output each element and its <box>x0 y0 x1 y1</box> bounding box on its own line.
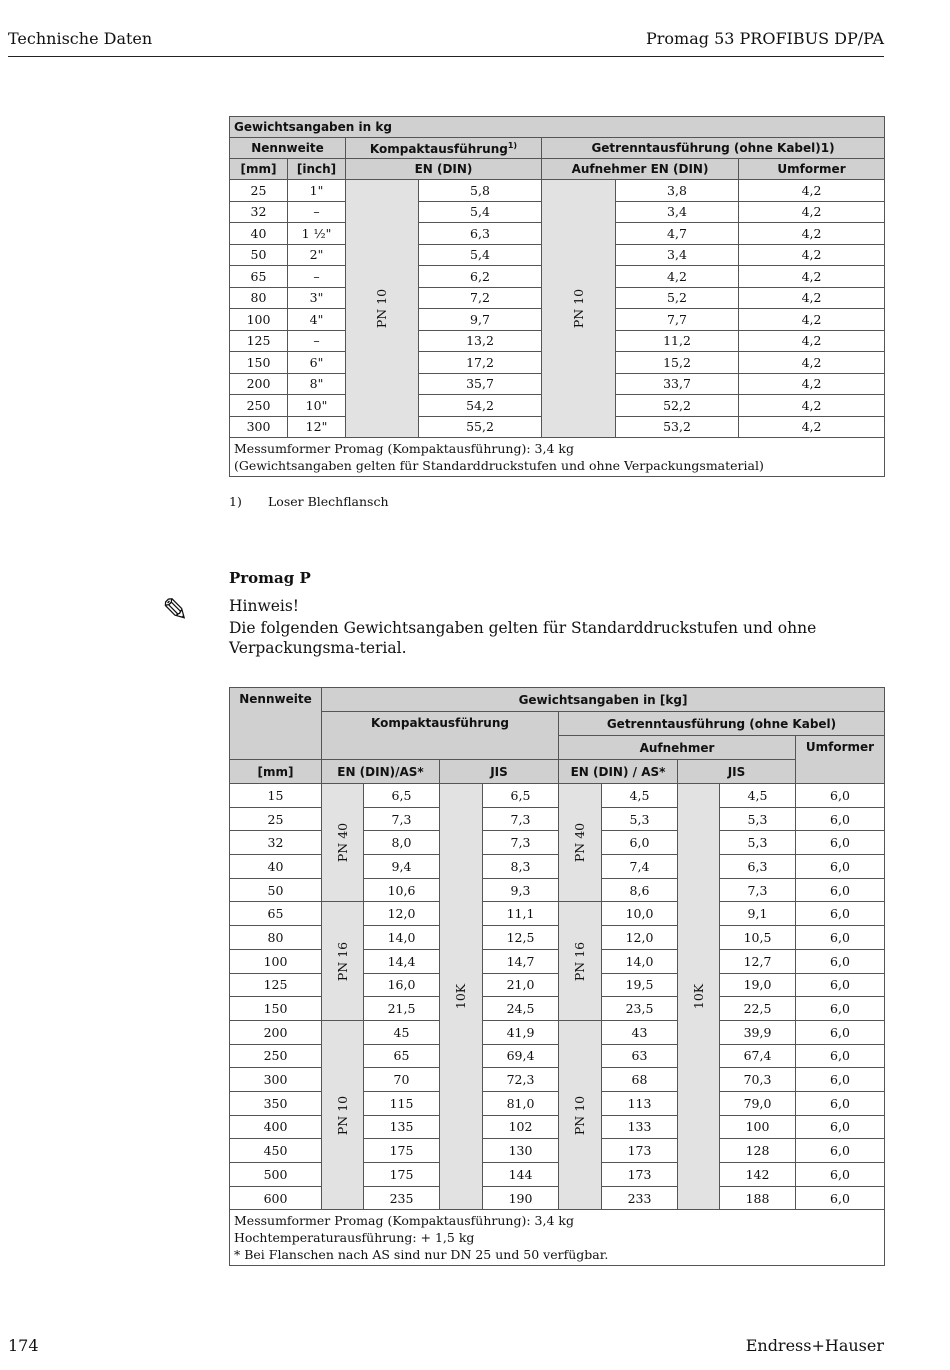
cell-transmitter-weight: 6,0 <box>796 784 885 808</box>
cell-compact-en-weight: 235 <box>364 1186 440 1210</box>
cell-sensor-weight: 3,8 <box>616 180 739 202</box>
section-title: Promag P <box>229 569 311 587</box>
cell-compact-weight: 7,2 <box>419 287 542 309</box>
cell-remote-en-weight: 12,0 <box>602 926 678 950</box>
cell-transmitter-weight: 6,0 <box>796 831 885 855</box>
cell-compact-en-weight: 45 <box>364 1020 440 1044</box>
cell-compact-weight: 17,2 <box>419 352 542 374</box>
table-note-row <box>230 438 885 477</box>
cell-transmitter-weight: 6,0 <box>796 855 885 879</box>
cell-sensor-weight: 11,2 <box>616 330 739 352</box>
cell-remote-jis-weight: 22,5 <box>720 997 796 1021</box>
cell-mm: 250 <box>230 1044 322 1068</box>
table2-header-compact: Kompaktausführung <box>322 712 559 760</box>
cell-remote-jis-weight: 4,5 <box>720 784 796 808</box>
cell-inch: 4" <box>288 309 346 331</box>
cell-inch: – <box>288 330 346 352</box>
cell-compact-jis-weight: 41,9 <box>483 1020 559 1044</box>
table2-header-weights: Gewichtsangaben in [kg] <box>322 688 885 712</box>
table1-header-mm: [mm] <box>230 159 288 180</box>
cell-compact-en-weight: 21,5 <box>364 997 440 1021</box>
cell-compact-jis-weight: 7,3 <box>483 831 559 855</box>
cell-mm: 80 <box>230 926 322 950</box>
cell-compact-jis-weight: 130 <box>483 1139 559 1163</box>
table1-note <box>230 438 885 477</box>
cell-sensor-weight: 7,7 <box>616 309 739 331</box>
cell-remote-jis-weight: 100 <box>720 1115 796 1139</box>
cell-transmitter-weight: 4,2 <box>739 201 885 223</box>
cell-mm: 150 <box>230 997 322 1021</box>
table1-header-nominal: Nennweite <box>230 138 346 159</box>
cell-compact-en-weight: 7,3 <box>364 807 440 831</box>
cell-remote-en-weight: 233 <box>602 1186 678 1210</box>
cell-mm: 32 <box>230 201 288 223</box>
cell-mm: 50 <box>230 244 288 266</box>
cell-compact-weight: 35,7 <box>419 373 542 395</box>
cell-compact-en-weight: 115 <box>364 1091 440 1115</box>
cell-mm: 300 <box>230 1068 322 1092</box>
cell-mm: 40 <box>230 855 322 879</box>
cell-compact-jis-weight: 9,3 <box>483 878 559 902</box>
cell-compact-weight: 54,2 <box>419 395 542 417</box>
pressure-class-pn40-compact <box>322 784 364 902</box>
cell-transmitter-weight: 6,0 <box>796 1139 885 1163</box>
cell-transmitter-weight: 6,0 <box>796 1186 885 1210</box>
cell-transmitter-weight: 6,0 <box>796 902 885 926</box>
table2-header-en-as-remote: EN (DIN) / AS* <box>559 760 678 784</box>
cell-compact-en-weight: 14,0 <box>364 926 440 950</box>
cell-sensor-weight: 3,4 <box>616 201 739 223</box>
cell-remote-jis-weight: 79,0 <box>720 1091 796 1115</box>
cell-remote-jis-weight: 7,3 <box>720 878 796 902</box>
cell-mm: 500 <box>230 1163 322 1187</box>
cell-transmitter-weight: 6,0 <box>796 1115 885 1139</box>
cell-compact-en-weight: 10,6 <box>364 878 440 902</box>
cell-transmitter-weight: 6,0 <box>796 926 885 950</box>
table2-note-line3: * Bei Flanschen nach AS sind nur DN 25 und 50 verfügbar. <box>234 1247 609 1263</box>
cell-remote-en-weight: 7,4 <box>602 855 678 879</box>
cell-compact-jis-weight: 190 <box>483 1186 559 1210</box>
cell-compact-en-weight: 135 <box>364 1115 440 1139</box>
cell-transmitter-weight: 6,0 <box>796 1020 885 1044</box>
cell-inch: 3" <box>288 287 346 309</box>
cell-sensor-weight: 4,7 <box>616 223 739 245</box>
table1-note-line1: Messumformer Promag (Kompaktausführung): 3,4 kg <box>234 441 574 456</box>
pressure-class-pn16-compact-label: PN 16 <box>334 941 350 981</box>
footnote-number: 1) <box>229 494 242 509</box>
cell-compact-en-weight: 9,4 <box>364 855 440 879</box>
cell-remote-jis-weight: 12,7 <box>720 949 796 973</box>
pressure-class-10k-compact-label: 10K <box>453 984 469 1010</box>
cell-transmitter-weight: 6,0 <box>796 949 885 973</box>
cell-mm: 600 <box>230 1186 322 1210</box>
cell-transmitter-weight: 4,2 <box>739 180 885 202</box>
cell-compact-en-weight: 65 <box>364 1044 440 1068</box>
table1-header-remote: Getrenntausführung (ohne Kabel)1) <box>542 138 885 159</box>
cell-remote-en-weight: 6,0 <box>602 831 678 855</box>
cell-inch: 6" <box>288 352 346 374</box>
cell-remote-jis-weight: 128 <box>720 1139 796 1163</box>
table2-header-en-as: EN (DIN)/AS* <box>322 760 440 784</box>
table2-header-mm: [mm] <box>230 760 322 784</box>
cell-compact-en-weight: 175 <box>364 1163 440 1187</box>
cell-compact-en-weight: 175 <box>364 1139 440 1163</box>
note-text: Die folgenden Gewichtsangaben gelten für Standarddruckstufen und ohne Verpackungsma-terial. <box>229 619 817 657</box>
cell-remote-jis-weight: 188 <box>720 1186 796 1210</box>
cell-compact-jis-weight: 102 <box>483 1115 559 1139</box>
table1-header-en: EN (DIN) <box>346 159 542 180</box>
table1-header-compact: Kompaktausführung$^{1)}$ <box>346 138 542 159</box>
cell-mm: 25 <box>230 180 288 202</box>
cell-compact-jis-weight: 72,3 <box>483 1068 559 1092</box>
cell-transmitter-weight: 4,2 <box>739 330 885 352</box>
cell-remote-jis-weight: 142 <box>720 1163 796 1187</box>
table1-note-line2: (Gewichtsangaben gelten für Standarddruckstufen und ohne Verpackungsmaterial) <box>234 458 764 473</box>
cell-compact-en-weight: 8,0 <box>364 831 440 855</box>
pressure-class-10k-compact <box>440 784 483 1210</box>
cell-sensor-weight: 15,2 <box>616 352 739 374</box>
cell-transmitter-weight: 6,0 <box>796 807 885 831</box>
pressure-class-remote-label: PN 10 <box>570 288 586 329</box>
pressure-class-pn40-remote-label: PN 40 <box>572 823 588 863</box>
table2-header-transmitter: Umformer <box>796 736 885 784</box>
cell-transmitter-weight: 4,2 <box>739 352 885 374</box>
note-title: Hinweis! <box>229 597 300 615</box>
cell-transmitter-weight: 6,0 <box>796 878 885 902</box>
cell-sensor-weight: 4,2 <box>616 266 739 288</box>
cell-remote-en-weight: 113 <box>602 1091 678 1115</box>
cell-mm: 65 <box>230 902 322 926</box>
cell-remote-en-weight: 14,0 <box>602 949 678 973</box>
cell-remote-en-weight: 10,0 <box>602 902 678 926</box>
pressure-class-10k-remote-label: 10K <box>691 984 706 1010</box>
cell-mm: 300 <box>230 416 288 438</box>
cell-remote-jis-weight: 5,3 <box>720 831 796 855</box>
cell-remote-en-weight: 43 <box>602 1020 678 1044</box>
cell-mm: 200 <box>230 1020 322 1044</box>
cell-mm: 250 <box>230 395 288 417</box>
cell-compact-en-weight: 14,4 <box>364 949 440 973</box>
cell-compact-jis-weight: 21,0 <box>483 973 559 997</box>
header-product-title: Promag 53 PROFIBUS DP/PA <box>645 29 884 48</box>
cell-remote-en-weight: 68 <box>602 1068 678 1092</box>
cell-compact-jis-weight: 6,5 <box>483 784 559 808</box>
cell-compact-jis-weight: 8,3 <box>483 855 559 879</box>
pressure-class-pn10-remote-label: PN 10 <box>572 1095 588 1135</box>
header-rule <box>8 56 884 57</box>
pressure-class-pn10-compact <box>322 1020 364 1210</box>
cell-sensor-weight: 3,4 <box>616 244 739 266</box>
cell-transmitter-weight: 4,2 <box>739 287 885 309</box>
cell-compact-jis-weight: 12,5 <box>483 926 559 950</box>
table-note-row <box>230 1210 885 1266</box>
footnote-text: Loser Blechflansch <box>268 494 389 509</box>
weight-table-1 <box>229 116 885 477</box>
cell-transmitter-weight: 4,2 <box>739 266 885 288</box>
pressure-class-10k-remote <box>678 784 720 1210</box>
cell-remote-jis-weight: 5,3 <box>720 807 796 831</box>
table1-header-sensor: Aufnehmer EN (DIN) <box>542 159 739 180</box>
cell-transmitter-weight: 4,2 <box>739 395 885 417</box>
cell-compact-en-weight: 12,0 <box>364 902 440 926</box>
cell-compact-en-weight: 70 <box>364 1068 440 1092</box>
cell-compact-jis-weight: 24,5 <box>483 997 559 1021</box>
cell-remote-jis-weight: 10,5 <box>720 926 796 950</box>
pressure-class-compact <box>346 180 419 438</box>
cell-compact-weight: 6,3 <box>419 223 542 245</box>
cell-remote-jis-weight: 70,3 <box>720 1068 796 1092</box>
cell-inch: 10" <box>288 395 346 417</box>
cell-compact-jis-weight: 14,7 <box>483 949 559 973</box>
cell-mm: 40 <box>230 223 288 245</box>
pressure-class-pn10-remote <box>559 1020 602 1210</box>
footer-brand: Endress+Hauser <box>745 1336 884 1355</box>
cell-compact-jis-weight: 81,0 <box>483 1091 559 1115</box>
pressure-class-pn40-remote <box>559 784 602 902</box>
cell-compact-jis-weight: 7,3 <box>483 807 559 831</box>
cell-transmitter-weight: 6,0 <box>796 973 885 997</box>
cell-inch: 12" <box>288 416 346 438</box>
cell-remote-en-weight: 8,6 <box>602 878 678 902</box>
cell-transmitter-weight: 6,0 <box>796 1163 885 1187</box>
cell-compact-weight: 5,8 <box>419 180 542 202</box>
cell-inch: 8" <box>288 373 346 395</box>
cell-mm: 200 <box>230 373 288 395</box>
cell-remote-jis-weight: 19,0 <box>720 973 796 997</box>
table-row <box>230 784 885 808</box>
cell-inch: 1 ½" <box>288 223 346 245</box>
cell-compact-en-weight: 6,5 <box>364 784 440 808</box>
cell-transmitter-weight: 6,0 <box>796 1068 885 1092</box>
cell-mm: 125 <box>230 973 322 997</box>
cell-remote-en-weight: 63 <box>602 1044 678 1068</box>
cell-inch: – <box>288 201 346 223</box>
cell-compact-weight: 5,4 <box>419 244 542 266</box>
cell-compact-jis-weight: 69,4 <box>483 1044 559 1068</box>
cell-compact-weight: 13,2 <box>419 330 542 352</box>
cell-transmitter-weight: 6,0 <box>796 1091 885 1115</box>
cell-transmitter-weight: 6,0 <box>796 997 885 1021</box>
cell-compact-weight: 55,2 <box>419 416 542 438</box>
table1-header-inch: [inch] <box>288 159 346 180</box>
cell-mm: 65 <box>230 266 288 288</box>
cell-compact-en-weight: 16,0 <box>364 973 440 997</box>
cell-mm: 80 <box>230 287 288 309</box>
cell-mm: 400 <box>230 1115 322 1139</box>
cell-inch: – <box>288 266 346 288</box>
cell-remote-en-weight: 173 <box>602 1139 678 1163</box>
cell-transmitter-weight: 4,2 <box>739 373 885 395</box>
table-row <box>230 180 885 202</box>
pressure-class-pn16-remote-label: PN 16 <box>572 941 588 981</box>
cell-transmitter-weight: 4,2 <box>739 416 885 438</box>
cell-remote-en-weight: 4,5 <box>602 784 678 808</box>
table2-note-line1: Messumformer Promag (Kompaktausführung): 3,4 kg <box>234 1213 574 1229</box>
cell-remote-en-weight: 173 <box>602 1163 678 1187</box>
cell-transmitter-weight: 6,0 <box>796 1044 885 1068</box>
table1-header-transmitter: Umformer <box>739 159 885 180</box>
pencil-icon: ✎ <box>162 591 189 629</box>
header-section-title: Technische Daten <box>8 29 153 48</box>
cell-inch: 2" <box>288 244 346 266</box>
pressure-class-pn10-compact-label: PN 10 <box>334 1095 350 1135</box>
cell-mm: 15 <box>230 784 322 808</box>
table2-note <box>230 1210 885 1266</box>
cell-remote-jis-weight: 39,9 <box>720 1020 796 1044</box>
table2-header-jis-remote: JIS <box>678 760 796 784</box>
pressure-class-pn40-compact-label: PN 40 <box>334 823 350 863</box>
cell-sensor-weight: 5,2 <box>616 287 739 309</box>
table2-header-remote: Getrenntausführung (ohne Kabel) <box>559 712 885 736</box>
page-number: 174 <box>8 1336 39 1355</box>
pressure-class-pn16-compact <box>322 902 364 1020</box>
table1-title: Gewichtsangaben in kg <box>230 117 885 138</box>
cell-compact-jis-weight: 144 <box>483 1163 559 1187</box>
cell-inch: 1" <box>288 180 346 202</box>
table-row <box>230 902 885 926</box>
cell-mm: 100 <box>230 949 322 973</box>
weight-table-2 <box>229 687 885 1266</box>
cell-remote-en-weight: 5,3 <box>602 807 678 831</box>
cell-mm: 350 <box>230 1091 322 1115</box>
cell-mm: 32 <box>230 831 322 855</box>
cell-mm: 100 <box>230 309 288 331</box>
cell-sensor-weight: 33,7 <box>616 373 739 395</box>
cell-mm: 450 <box>230 1139 322 1163</box>
cell-sensor-weight: 52,2 <box>616 395 739 417</box>
table2-note-line2: Hochtemperaturausführung: + 1,5 kg <box>234 1230 475 1246</box>
cell-remote-jis-weight: 9,1 <box>720 902 796 926</box>
cell-mm: 125 <box>230 330 288 352</box>
cell-transmitter-weight: 4,2 <box>739 244 885 266</box>
pressure-class-pn16-remote <box>559 902 602 1020</box>
table2-header-jis: JIS <box>440 760 559 784</box>
cell-mm: 150 <box>230 352 288 374</box>
table2-header-sensor: Aufnehmer <box>559 736 796 760</box>
cell-remote-en-weight: 23,5 <box>602 997 678 1021</box>
cell-remote-en-weight: 19,5 <box>602 973 678 997</box>
cell-sensor-weight: 53,2 <box>616 416 739 438</box>
pressure-class-remote <box>542 180 616 438</box>
cell-mm: 25 <box>230 807 322 831</box>
cell-remote-jis-weight: 6,3 <box>720 855 796 879</box>
cell-transmitter-weight: 4,2 <box>739 223 885 245</box>
cell-remote-en-weight: 133 <box>602 1115 678 1139</box>
cell-compact-weight: 6,2 <box>419 266 542 288</box>
cell-remote-jis-weight: 67,4 <box>720 1044 796 1068</box>
table-row <box>230 1020 885 1044</box>
cell-compact-jis-weight: 11,1 <box>483 902 559 926</box>
cell-mm: 50 <box>230 878 322 902</box>
cell-compact-weight: 9,7 <box>419 309 542 331</box>
table2-header-nominal: Nennweite <box>230 688 322 760</box>
cell-transmitter-weight: 4,2 <box>739 309 885 331</box>
cell-compact-weight: 5,4 <box>419 201 542 223</box>
pressure-class-compact-label: PN 10 <box>374 288 390 329</box>
